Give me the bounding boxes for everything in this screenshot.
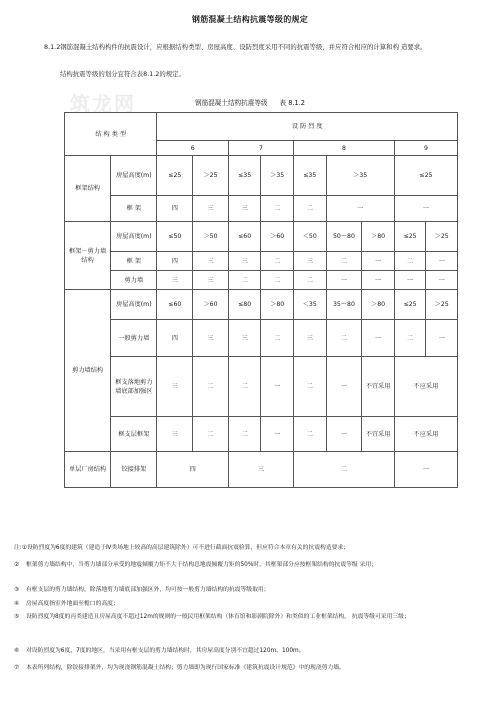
note-text: 本表所列结构，除铰接排架外，均为现浇钢筋混凝土结构；剪力墙即为现行国家标准《建筑抗震设计规范》中的现浇剪力墙。 [26, 665, 345, 671]
table-row [65, 320, 458, 357]
table-cell: ＞80 [261, 290, 294, 320]
table-cell: 一 [261, 357, 294, 417]
table-cell: 二 [294, 357, 327, 417]
table-cell: 二 [261, 252, 294, 271]
table-row [65, 452, 458, 488]
row-label: 房屋高度(m) [111, 156, 157, 196]
table-cell: 三 [157, 271, 193, 290]
table-cell: ≤60 [228, 222, 261, 252]
table-cell: 二 [193, 357, 229, 417]
note-item [14, 612, 486, 622]
table-cell: 二 [228, 417, 261, 452]
note-item [14, 585, 486, 595]
table-row [65, 196, 458, 222]
table-cell: 二 [326, 320, 362, 357]
table-cell: 二 [261, 271, 294, 290]
row-label: 房屋高度(m) [111, 290, 157, 320]
table-caption-number: 表 8.1.2 [279, 99, 305, 107]
table-cell: ＞50 [193, 222, 229, 252]
table-caption [0, 97, 500, 107]
table-row [65, 290, 458, 320]
table-cell: ＞25 [426, 290, 458, 320]
intensity-7: 7 [228, 141, 293, 156]
note-mark: ③ [14, 587, 20, 593]
table-cell: ≤50 [157, 222, 193, 252]
table-caption-title: 钢筋混凝土结构抗震等级 [195, 99, 268, 107]
table-cell: 三 [294, 320, 327, 357]
table-cell: 一 [326, 271, 362, 290]
note-item [14, 543, 486, 553]
row-label: 剪力墙 [111, 271, 157, 290]
table-cell: ≤25 [394, 222, 426, 252]
header-intensity: 设 防 烈 度 [157, 113, 458, 141]
note-mark: ⑤ [14, 614, 20, 620]
table-cell: 二 [294, 196, 327, 222]
note-item [14, 663, 486, 673]
table-row [65, 156, 458, 196]
table-cell: ＜35 [294, 290, 327, 320]
table-cell: 四 [157, 196, 193, 222]
seismic-grade-table [64, 112, 458, 488]
row-label: 铰接排架 [111, 452, 157, 488]
table-cell: 三 [228, 196, 261, 222]
table-cell: 二 [294, 271, 327, 290]
table-cell: 一 [261, 417, 294, 452]
row-label: 框 架 [111, 196, 157, 222]
table-row [65, 417, 458, 452]
table-row [65, 357, 458, 417]
table-cell: ≤25 [394, 156, 457, 196]
note-mark: ⑦ [14, 665, 20, 671]
note-mark: ④ [14, 601, 20, 607]
table-cell: 一 [362, 320, 395, 357]
note-mark: 注: [14, 545, 22, 551]
table-cell: 三 [157, 417, 193, 452]
table-cell: ＞35 [261, 156, 294, 196]
table-cell: ≤25 [157, 156, 193, 196]
table-cell: 二 [294, 417, 327, 452]
row-label: 房屋高度(m) [111, 222, 157, 252]
table-cell: 一 [326, 357, 362, 417]
table-cell: ＞80 [362, 290, 395, 320]
table-cell: 一 [426, 320, 458, 357]
note-mark: ⑥ [14, 648, 20, 654]
note-text: 对设防烈度为6度、7度的地区，当采用有框支层的剪力墙结构时，其房屋高度分别不宜超过120m、100m。 [26, 648, 305, 654]
note-text: 设防烈度为8度的丙类建造且房屋高度不超过12m的规则的一般民用框架结构（体育馆和影剧院除外）和类似的工业框架结构， 抗震等级可采用三级； [26, 614, 410, 620]
note-text: 有框支层的剪力墙结构，除落地剪力墙底部加强区外，均可按一般剪力墙结构的抗震等级取用； [26, 587, 270, 593]
table-cell: 二 [261, 320, 294, 357]
group-frame: 框架结构 [65, 156, 111, 222]
table-cell: 二 [228, 271, 261, 290]
table-cell: 不应采用 [394, 417, 457, 452]
table-cell: ＞25 [193, 156, 229, 196]
table-cell: 不宜采用 [362, 417, 395, 452]
table-cell: 一 [394, 452, 457, 488]
table-cell: 三 [228, 320, 261, 357]
note-text: 房屋高度指室外地面至檐口的高度； [26, 601, 119, 607]
table-cell: 一 [326, 417, 362, 452]
table-cell: 四 [157, 452, 228, 488]
table-cell: 50～80 [326, 222, 362, 252]
intensity-6: 6 [157, 141, 228, 156]
note-mark: ② [14, 562, 20, 568]
note-item [14, 599, 486, 609]
row-label: 框支落地剪力墙底部加强区 [111, 357, 157, 417]
intensity-9: 9 [394, 141, 457, 156]
table-cell: 一 [362, 271, 395, 290]
table-cell: 二 [228, 357, 261, 417]
table-cell: 二 [294, 452, 395, 488]
table-cell: 不应采用 [394, 357, 457, 417]
table-cell: 一 [426, 252, 458, 271]
group-single-storey: 单层厂房结构 [65, 452, 111, 488]
group-shear-wall: 剪力墙结构 [65, 290, 111, 452]
table-cell: ＜50 [294, 222, 327, 252]
table-cell: ≤35 [228, 156, 261, 196]
note-text: ①设防烈度为6度的建筑（建造于Ⅳ类场地上较高的高层建筑除外）可不进行截面抗震验算，但应符合本章有关的抗震构造要求； [21, 545, 350, 551]
table-cell: 四 [157, 252, 193, 271]
table-cell: ＞60 [193, 290, 229, 320]
table-cell: 一 [394, 271, 426, 290]
row-label: 一般剪力墙 [111, 320, 157, 357]
table-cell: 三 [157, 357, 193, 417]
table-cell: ≤80 [228, 290, 261, 320]
group-frame-shear: 框架－剪力墙结构 [65, 222, 111, 290]
table-cell: 三 [193, 320, 229, 357]
table-cell: ≤25 [394, 290, 426, 320]
intensity-8: 8 [294, 141, 395, 156]
table-cell: 三 [228, 252, 261, 271]
table-cell: 二 [326, 252, 362, 271]
table-cell: ＞35 [326, 156, 394, 196]
table-cell: 二 [394, 320, 426, 357]
table-row [65, 271, 458, 290]
table-cell: 二 [261, 196, 294, 222]
table-cell: 一 [426, 271, 458, 290]
header-structure-type: 结 构 类 型 [65, 113, 157, 156]
document-title: 钢筋混凝土结构抗震等级的规定 [191, 15, 309, 24]
table-cell: 二 [193, 417, 229, 452]
table-cell: 一 [326, 196, 394, 222]
table-cell: 不宜采用 [362, 357, 395, 417]
table-cell: ≤35 [294, 156, 327, 196]
table-cell: 三 [193, 252, 229, 271]
table-cell: 二 [394, 252, 426, 271]
note-item [14, 560, 486, 570]
table-cell: 35～80 [326, 290, 362, 320]
note-text: 框架剪力墙结构中，当剪力墙部分承受的地震倾覆力矩不大于结构总地震倾覆力矩的50%时，其框架部分应按框架结构的抗震等级 采用； [26, 562, 377, 568]
clause-reference-text: 结构抗震等级的划分宜符合表8.1.2的规定。 [60, 70, 185, 78]
row-label: 框支层框架 [111, 417, 157, 452]
watermark-logo: 筑龙网 [70, 92, 136, 116]
table-cell: ≤60 [157, 290, 193, 320]
table-cell: 四 [157, 320, 193, 357]
table-cell: 三 [193, 196, 229, 222]
table-cell: 一 [362, 252, 395, 271]
row-label: 框 架 [111, 252, 157, 271]
table-cell: ＞25 [426, 222, 458, 252]
table-cell: ＞60 [261, 222, 294, 252]
table-cell: 三 [193, 271, 229, 290]
table-cell: 一 [394, 196, 457, 222]
table-cell: 三 [228, 452, 293, 488]
table-header-row [65, 113, 458, 141]
table-row [65, 222, 458, 252]
note-item [14, 646, 486, 656]
table-cell: ＞80 [362, 222, 395, 252]
clause-8-1-2-text: 8.1.2钢筋混凝土结构构件的抗震设计，应根据结构类型、房屋高度、设防烈度采用不同的抗震等级，并应符合相应的计算和构 造要求。 [44, 43, 427, 51]
table-cell: 三 [294, 252, 327, 271]
table-row [65, 252, 458, 271]
